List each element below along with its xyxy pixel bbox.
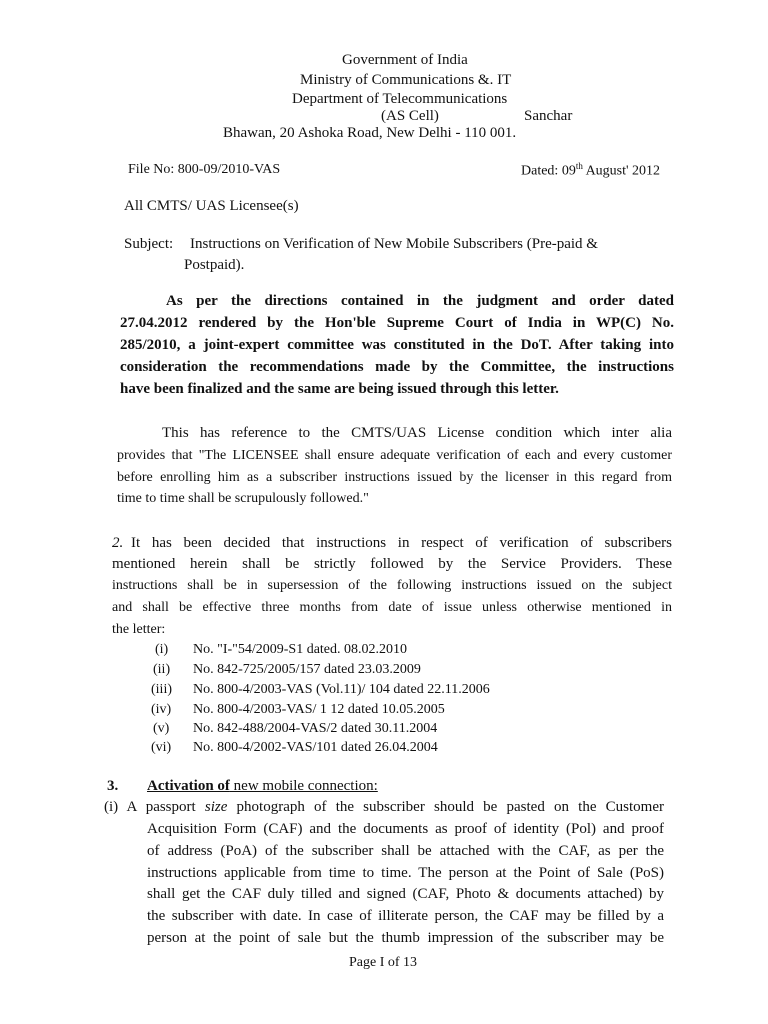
item-i-line-1: (i) A passport size photograph of the subscriber should be pasted on the Customer [104,799,664,815]
ref-para-line-3: before enrolling him as a subscriber instructions issued by the licenser in this regard from [117,470,672,485]
instruction-num: (iii) [151,682,172,697]
ref-para-line-4: time to time shall be scrupulously followed." [117,491,369,506]
para2-line-5: the letter: [112,622,166,637]
instruction-text: No. 842-488/2004-VAS/2 dated 30.11.2004 [193,721,438,736]
bold-para-line-2: 27.04.2012 rendered by the Hon'ble Supreme Court of India in WP(C) No. [120,315,674,331]
instruction-num: (v) [153,721,170,736]
instruction-text: No. 842-725/2005/157 dated 23.03.2009 [193,662,421,677]
para2-line-1: It has been decided that instructions in respect of verification of subscribers [131,535,672,551]
para2-line-3: instructions shall be in supersession of the following instructions issued on the subject [112,578,672,593]
header-line-5: Bhawan, 20 Ashoka Road, New Delhi - 110 001. [223,125,517,141]
item-i-line-2: Acquisition Form (CAF) and the documents as proof of identity (Pol) and proof [147,821,664,837]
para2-number: 2. [112,535,124,551]
header-line-4b: Sanchar [524,108,573,124]
section3-title: Activation of new mobile connection: [147,778,378,794]
item-i-line-3: of address (PoA) of the subscriber shall be attached with the CAF, as per the [147,843,664,859]
header-line-3: Department of Telecommunications [292,91,508,107]
subject-line-2: Postpaid). [184,257,245,273]
instruction-text: No. 800-4/2003-VAS/ 1 12 dated 10.05.2005 [193,702,445,717]
bold-para-line-3: 285/2010, a joint-expert committee was constituted in the DoT. After taking into [120,337,674,353]
item-i-line-4: instructions applicable from time to time. The person at the Point of Sale (PoS) [147,865,664,881]
item-i-line-7: person at the point of sale but the thumb impression of the subscriber may be [147,930,664,946]
instruction-text: No. "I-"54/2009-S1 dated. 08.02.2010 [193,642,408,657]
bold-para-line-1: As per the directions contained in the judgment and order dated [166,293,674,309]
instruction-num: (i) [155,642,169,657]
bold-para-line-4: consideration the recommendations made by the Committee, the instructions [120,359,674,375]
page-number: Page I of 13 [349,955,418,970]
header-line-4a: (AS Cell) [381,108,439,124]
ref-para-line-2: provides that "The LICENSEE shall ensure adequate verification of each and every customer [117,448,672,463]
subject-line-1: Instructions on Verification of New Mobile Subscribers (Pre-paid & [190,236,598,252]
file-number: File No: 800-09/2010-VAS [128,162,281,177]
ref-para-line-1: This has reference to the CMTS/UAS License condition which inter alia [162,425,672,441]
para2-line-4: and shall be effective three months from date of issue unless otherwise mentioned in [112,600,672,615]
bold-para-line-5: have been finalized and the same are being issued through this letter. [120,381,559,397]
instruction-num: (vi) [151,740,172,755]
instruction-num: (ii) [153,662,171,677]
header-line-2: Ministry of Communications &. IT [300,72,512,88]
instruction-num: (iv) [151,702,172,717]
para2-line-2: mentioned herein shall be strictly followed by the Service Providers. These [112,556,672,572]
addressee: All CMTS/ UAS Licensee(s) [124,198,299,214]
instruction-text: No. 800-4/2003-VAS (Vol.11)/ 104 dated 22.11.2006 [193,682,490,697]
instruction-text: No. 800-4/2002-VAS/101 dated 26.04.2004 [193,740,438,755]
header-line-1: Government of India [342,52,468,68]
letter-date: Dated: 09th August' 2012 [521,161,661,179]
subject-label: Subject: [124,236,174,252]
section3-number: 3. [107,778,119,794]
item-i-line-6: the subscriber with date. In case of illiterate person, the CAF may be filled by a [147,908,664,924]
item-i-line-5: shall get the CAF duly tilled and signed (CAF, Photo & documents attached) by [147,886,664,902]
